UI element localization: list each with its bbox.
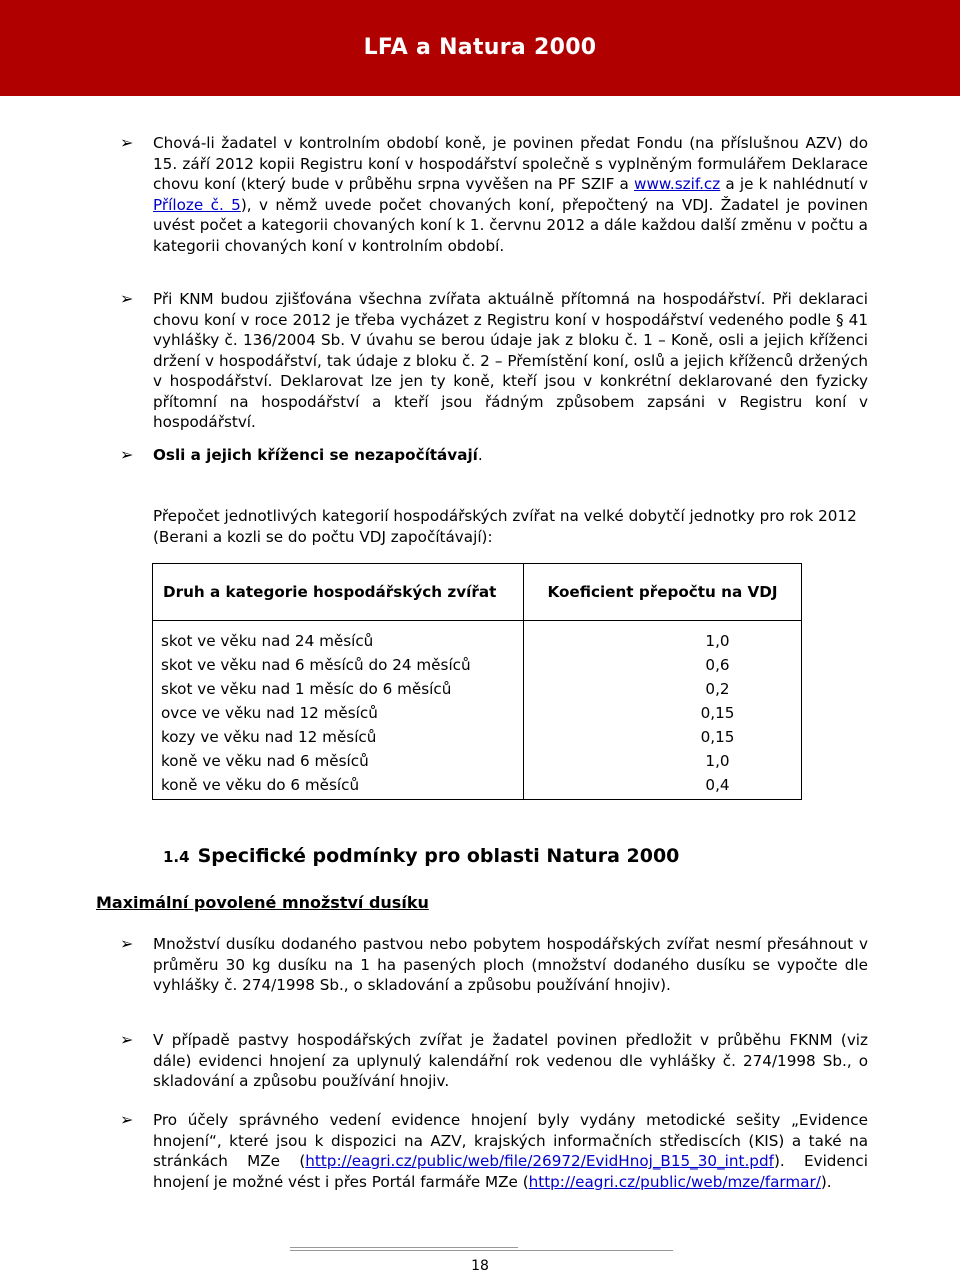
vdj-coefficient-table	[152, 563, 802, 800]
farmer-portal-link[interactable]: http://eagri.cz/public/web/mze/farmar/	[528, 1172, 821, 1191]
footer-divider	[290, 1247, 518, 1248]
bullet-nitrogen-limit: Množství dusíku dodaného pastvou nebo pobytem hospodářských zvířat nesmí přesáhnout v průměru 30 kg dusíku na 1 ha pasených ploch (množství dodaného dusíku se vypočte dle vyhlášky č. 274/1998 Sb., o skladování a způsobu používání hnojiv).	[153, 935, 868, 994]
table-header-row	[153, 564, 802, 621]
evidhnoj-pdf-link[interactable]: http://eagri.cz/public/web/file/26972/EvidHnoj_B15_30_int.pdf	[305, 1152, 774, 1170]
bullet-arrow-icon: ➢	[120, 1110, 134, 1129]
bullet-arrow-icon: ➢	[120, 445, 134, 464]
section-number: 1.4	[163, 848, 190, 866]
section-heading	[163, 845, 679, 867]
table-cell-coefficient: 0,2	[705, 680, 730, 698]
bullet-arrow-icon: ➢	[120, 133, 134, 152]
section-title: Specifické podmínky pro oblasti Natura 2000	[197, 845, 680, 867]
table-cell-coefficient: 0,4	[705, 776, 730, 794]
coefficient-column	[524, 629, 801, 797]
table-cell-category: skot ve věku nad 1 měsíc do 6 měsíců	[161, 680, 452, 698]
szif-link[interactable]: www.szif.cz	[634, 175, 721, 193]
table-cell-category: kozy ve věku nad 12 měsíců	[161, 728, 377, 746]
category-column	[153, 629, 523, 797]
table-cell-coefficient: 1,0	[705, 752, 730, 770]
bullet-horses-declaration: Chová-li žadatel v kontrolním období koně, je povinen předat Fondu (na příslušnou AZV) do 15. září 2012 kopii Registru koní v hospodářství společně s vyplněným formulářem Deklarace chovu koní (který bude v průběhu srpna vyvěšen na PF SZIF a www.szif.cz a je k nahlédnutí v Příloze č. 5), v němž uvede počet chovaných koní, přepočtený na VDJ. Žadatel je povinen uvést počet a kategorii chovaných koní k 1. červnu 2012 a dále každou další změnu v počtu a kategorii chovaných koní v kontrolním období.	[153, 134, 868, 255]
bullet-fertilizer-records: V případě pastvy hospodářských zvířat je žadatel povinen předložit v průběhu FKNM (viz dále) evidenci hnojení za uplynulý kalendářní rok vedenou dle vyhlášky č. 274/1998 Sb., o skladování a způsobu používání hnojiv.	[153, 1031, 868, 1090]
table-cell-category: koně ve věku nad 6 měsíců	[161, 752, 369, 770]
bullet-donkeys: Osli a jejich kříženci se nezapočítávají.	[153, 446, 483, 464]
table-cell-category: skot ve věku nad 6 měsíců do 24 měsíců	[161, 656, 471, 674]
bullet-knm-animals: Při KNM budou zjišťována všechna zvířata aktuálně přítomná na hospodářství. Při deklaraci chovu koní v roce 2012 je třeba vycházet z Registru koní v hospodářství vedeného podle § 41 vyhlášky č. 136/2004 Sb. V úvahu se berou údaje jak z bloku č. 1 – Koně, osli a jejich kříženci držení v hospodářství, tak údaje z bloku č. 2 – Přemístění koní, oslů a jejich kříženců držených v hospodářství. Deklarovat lze jen ty koně, kteří jsou v konkrétní deklarované den fyzicky přítomní na hospodářství a kteří jsou řádným způsobem zapsáni v Registru koní v hospodářství.	[153, 290, 868, 431]
table-cell-coefficient: 1,0	[705, 632, 730, 650]
vdj-intro-paragraph: Přepočet jednotlivých kategorií hospodářských zvířat na velké dobytčí jednotky pro rok 2012 (Berani a kozli se do počtu VDJ započítávají):	[153, 507, 857, 546]
table-cell-category: ovce ve věku nad 12 měsíců	[161, 704, 378, 722]
table-cell-coefficient: 0,6	[705, 656, 730, 674]
table-cell-coefficient: 0,15	[700, 704, 735, 722]
header-title: LFA a Natura 2000	[363, 35, 597, 60]
page-number: 18	[471, 1258, 489, 1274]
table-cell-category: skot ve věku nad 24 měsíců	[161, 632, 374, 650]
table-header-category: Druh a kategorie hospodářských zvířat	[153, 564, 524, 621]
page-header	[0, 0, 960, 96]
bullet-arrow-icon: ➢	[120, 289, 134, 308]
bullet-methodical-booklets: Pro účely správného vedení evidence hnojení byly vydány metodické sešity „Evidence hnojení“, které jsou k dispozici na AZV, krajských informačních střediscích (KIS) a také na stránkách MZe (http://eagri.cz/public/web/file/26972/EvidHnoj_B15_30_int.pdf). Evidenci hnojení je možné vést i přes Portál farmáře MZe (http://eagri.cz/public/web/mze/farmar/).	[153, 1111, 868, 1191]
table-cell-coefficient: 0,15	[700, 728, 735, 746]
attachment-5-link[interactable]: Příloze č. 5	[153, 195, 241, 214]
table-body-row	[153, 621, 802, 800]
bullet-arrow-icon: ➢	[120, 934, 134, 953]
subsection-heading: Maximální povolené množství dusíku	[96, 893, 429, 912]
table-cell-category: koně ve věku do 6 měsíců	[161, 776, 360, 794]
footer-divider	[290, 1250, 673, 1251]
table-header-coefficient: Koeficient přepočtu na VDJ	[524, 564, 802, 621]
bullet-arrow-icon: ➢	[120, 1030, 134, 1049]
